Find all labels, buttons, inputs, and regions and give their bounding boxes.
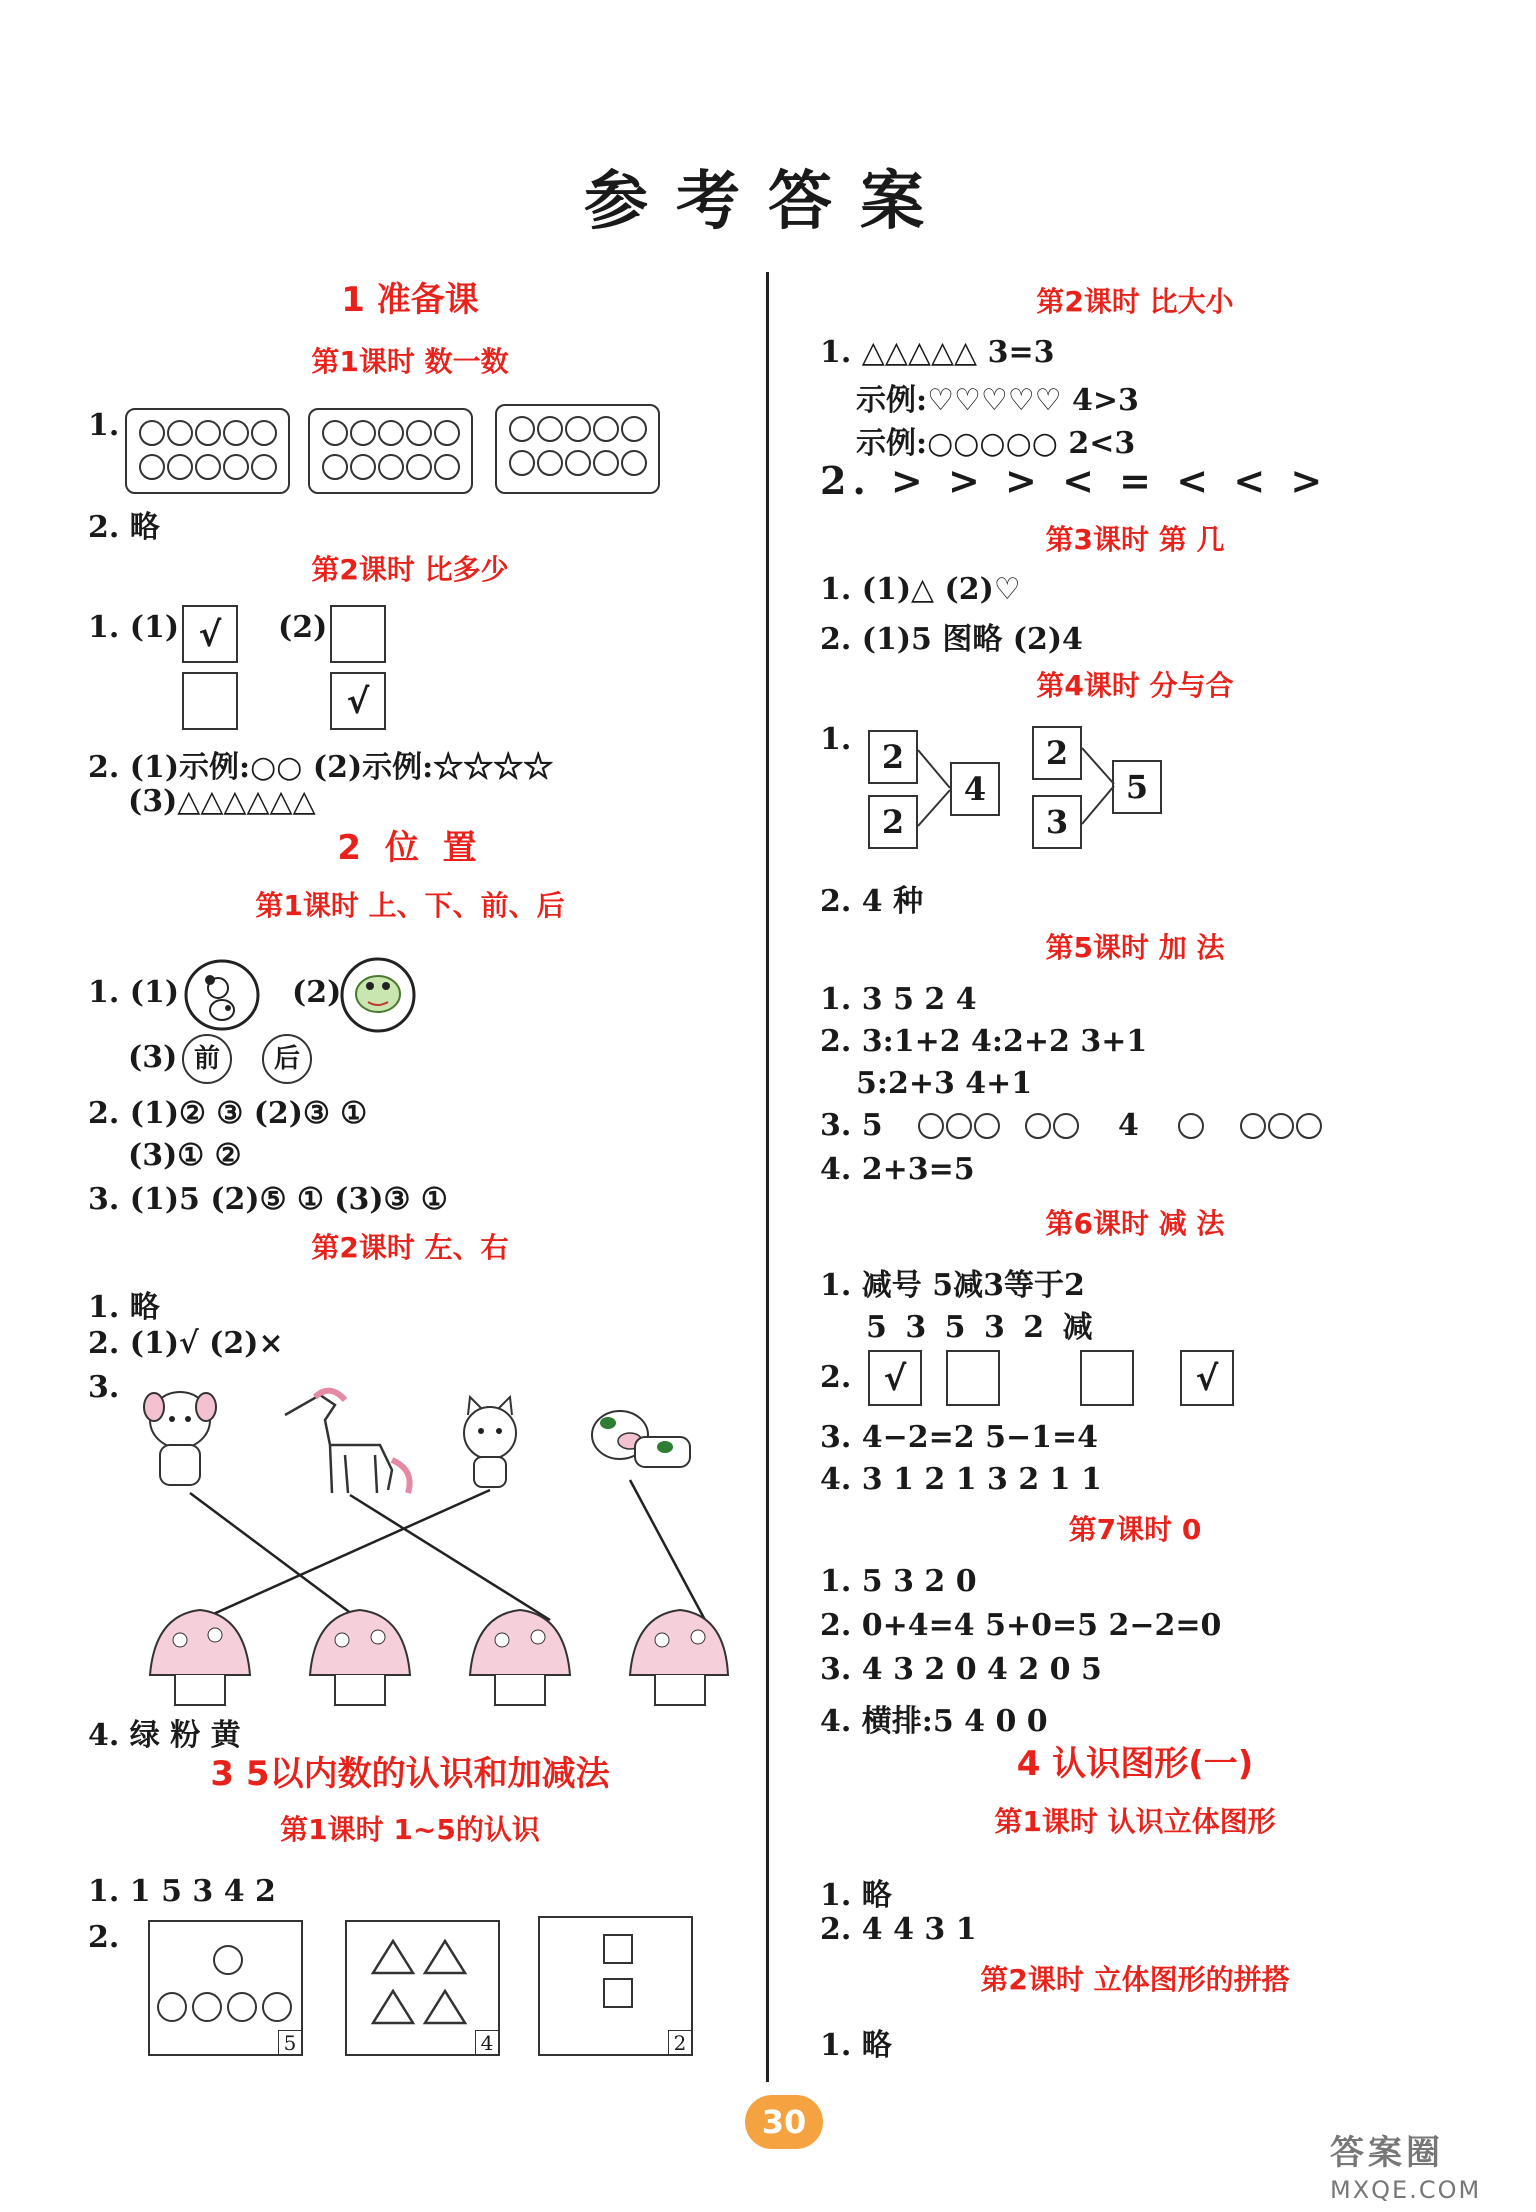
- circle-shape: [227, 1992, 257, 2022]
- circle-shape: [1240, 1113, 1266, 1139]
- circle-shape: [974, 1113, 1000, 1139]
- u3-l1-q2: 2.: [88, 1920, 120, 1955]
- dog-image: [144, 1392, 216, 1485]
- r-l6-q1-line1: 1. 减号 5减3等于2: [820, 1268, 1085, 1303]
- watermark-title: 答案圈: [1330, 2133, 1444, 2173]
- u3-l1-q1: 1. 1 5 3 4 2: [88, 1874, 276, 1909]
- u2-l2-q3: 3.: [88, 1370, 120, 1405]
- page-title: 参考答案: [584, 164, 952, 239]
- unit3-lesson1-heading: 第1课时 1~5的认识: [280, 1813, 540, 1846]
- u1-l1-q2: 2. 略: [88, 510, 160, 545]
- r-l2-q1-line2: 示例:♡♡♡♡♡ 4>3: [856, 383, 1139, 418]
- r-u4-l1-q2: 2. 4 4 3 1: [820, 1912, 977, 1947]
- circle-shape: [621, 416, 647, 442]
- circle-shape: [1178, 1113, 1204, 1139]
- u1-l2-q1-part2: (2): [278, 610, 328, 645]
- watermark-url: MXQE.COM: [1330, 2176, 1482, 2204]
- r-l6-q1-line2: 5 3 5 3 2 减: [866, 1310, 1097, 1345]
- circle-shape: [223, 454, 249, 480]
- circle-shape: [918, 1113, 944, 1139]
- r-l2-q2: 2. > > > < = < < >: [820, 458, 1329, 503]
- mushroom-image-1: [150, 1610, 250, 1705]
- u2-l2-q1: 1. 略: [88, 1290, 160, 1325]
- circle-shape: [322, 420, 348, 446]
- r-l2-q1-line1: 1. △△△△△ 3=3: [820, 335, 1055, 370]
- lesson-subtraction-heading: 第6课时 减 法: [1045, 1207, 1225, 1240]
- circle-shape: [1268, 1113, 1294, 1139]
- circle-shape: [537, 416, 563, 442]
- circle-shape: [195, 420, 221, 446]
- frog-circle-image: [338, 956, 418, 1034]
- u2-l1-q1-part1: 1. (1): [88, 975, 180, 1010]
- r-l4-q1: 1.: [820, 722, 852, 757]
- lesson-split-heading: 第4课时 分与合: [1036, 669, 1234, 702]
- circle-shape: [537, 450, 563, 476]
- unit-1-heading: 1 准备课: [341, 280, 479, 320]
- circle-shape: [593, 416, 619, 442]
- cat-image: [464, 1397, 516, 1487]
- back-circle: 后: [262, 1034, 312, 1084]
- horse-image: [285, 1391, 410, 1493]
- page-number-badge: 30: [745, 2095, 823, 2149]
- count-answer-box: 5: [278, 2030, 302, 2056]
- u2-l2-q2: 2. (1)√ (2)×: [88, 1326, 284, 1361]
- circle-shape: [406, 420, 432, 446]
- r-l7-q4: 4. 横排:5 4 0 0: [820, 1704, 1048, 1739]
- r-l5-q2-line2: 5:2+3 4+1: [856, 1066, 1033, 1101]
- column-divider: [766, 272, 769, 2082]
- circle-shape: [350, 420, 376, 446]
- circle-shape: [1025, 1113, 1051, 1139]
- check-box-empty: [330, 605, 386, 663]
- split-connector: [1080, 738, 1120, 838]
- r-l3-q2: 2. (1)5 图略 (2)4: [820, 622, 1083, 657]
- r-l5-q4: 4. 2+3=5: [820, 1152, 975, 1187]
- circle-shape: [192, 1992, 222, 2022]
- r-l5-q2-line1: 2. 3:1+2 4:2+2 3+1: [820, 1024, 1148, 1059]
- circle-shape: [621, 450, 647, 476]
- r-l6-q4: 4. 3 1 2 1 3 2 1 1: [820, 1462, 1102, 1497]
- check-box-checked: √: [182, 605, 238, 663]
- split-part-box: 2: [1032, 726, 1082, 780]
- circle-shape: [157, 1992, 187, 2022]
- r-l4-q2: 2. 4 种: [820, 884, 924, 919]
- check-box-checked: √: [330, 672, 386, 730]
- check-box-checked: √: [1180, 1350, 1234, 1406]
- animal-mushroom-matching-illustration: [130, 1375, 730, 1715]
- u2-l1-q2-line1: 2. (1)② ③ (2)③ ①: [88, 1096, 368, 1131]
- split-part-box: 3: [1032, 795, 1082, 849]
- watermark-logo: [1330, 2125, 1481, 2204]
- r-u4-l1-q1: 1. 略: [820, 1878, 892, 1913]
- unit2-lesson1-heading: 第1课时 上、下、前、后: [255, 889, 565, 922]
- triangle-group: [370, 1935, 480, 2035]
- u1-l2-q1-part1: 1. (1): [88, 610, 180, 645]
- split-total-box: 5: [1112, 760, 1162, 814]
- circle-shape: [1053, 1113, 1079, 1139]
- check-box-empty: [946, 1350, 1000, 1406]
- u2-l1-q1-part2: (2): [292, 975, 342, 1010]
- r-u4-l2-q1: 1. 略: [820, 2028, 892, 2063]
- circle-shape: [509, 416, 535, 442]
- count-answer-box: 2: [668, 2030, 692, 2056]
- r-l2-q1-line3: 示例:○○○○○ 2<3: [856, 426, 1136, 461]
- mushroom-image-4: [630, 1610, 728, 1705]
- unit-3-heading: 3 5以内数的认识和加减法: [210, 1754, 610, 1794]
- r-l6-q2: 2.: [820, 1360, 852, 1395]
- r-l7-q1: 1. 5 3 2 0: [820, 1564, 977, 1599]
- circle-shape: [434, 420, 460, 446]
- circle-shape: [565, 416, 591, 442]
- lesson-compare-heading: 第2课时 比大小: [1036, 285, 1234, 318]
- circle-shape: [322, 454, 348, 480]
- mushroom-image-3: [470, 1610, 570, 1705]
- unit-4-heading: 4 认识图形(一): [1016, 1744, 1254, 1784]
- split-total-box: 4: [950, 762, 1000, 816]
- r-l6-q3: 3. 4−2=2 5−1=4: [820, 1420, 1098, 1455]
- circle-shape: [139, 454, 165, 480]
- square-shape: [603, 1934, 633, 1964]
- unit2-lesson2-heading: 第2课时 左、右: [311, 1231, 509, 1264]
- circle-shape: [565, 450, 591, 476]
- circle-shape: [167, 454, 193, 480]
- circle-shape: [1296, 1113, 1322, 1139]
- circle-shape: [434, 454, 460, 480]
- square-shape: [603, 1978, 633, 2008]
- circle-shape: [378, 454, 404, 480]
- unit1-lesson1-heading: 第1课时 数一数: [311, 345, 509, 378]
- unit-2-heading: 2 位 置: [337, 828, 483, 868]
- mushroom-image-2: [310, 1610, 410, 1705]
- circle-shape: [593, 450, 619, 476]
- cow-image: [592, 1411, 690, 1467]
- front-circle: 前: [182, 1034, 232, 1084]
- u1-l2-q2-line1: 2. (1)示例:○○ (2)示例:☆☆☆☆: [88, 750, 554, 785]
- u1-l2-q2-line2: (3)△△△△△△: [128, 784, 316, 819]
- u2-l1-q3: 3. (1)5 (2)⑤ ① (3)③ ①: [88, 1182, 448, 1217]
- circle-shape: [213, 1945, 243, 1975]
- check-box-empty: [182, 672, 238, 730]
- u2-l1-q1-part3: (3): [128, 1040, 178, 1075]
- r-l5-q1: 1. 3 5 2 4: [820, 982, 977, 1017]
- u2-l1-q2-line2: (3)① ②: [128, 1138, 242, 1173]
- split-connector: [916, 740, 956, 840]
- r-l5-q3-label: 3. 5: [820, 1108, 883, 1143]
- unit4-lesson1-heading: 第1课时 认识立体图形: [994, 1805, 1276, 1838]
- check-box-checked: √: [868, 1350, 922, 1406]
- split-part-box: 2: [868, 795, 918, 849]
- r-l7-q3: 3. 4 3 2 0 4 2 0 5: [820, 1652, 1102, 1687]
- r-l7-q2: 2. 0+4=4 5+0=5 2−2=0: [820, 1608, 1222, 1643]
- circle-shape: [378, 420, 404, 446]
- unit1-lesson2-heading: 第2课时 比多少: [311, 553, 509, 586]
- circle-shape: [350, 454, 376, 480]
- u1-l1-q1: 1.: [88, 408, 120, 443]
- circle-shape: [251, 454, 277, 480]
- lesson-addition-heading: 第5课时 加 法: [1045, 931, 1225, 964]
- r-l5-q3-four: 4: [1118, 1108, 1139, 1143]
- circle-shape: [167, 420, 193, 446]
- circle-shape: [251, 420, 277, 446]
- circle-shape: [223, 420, 249, 446]
- unit4-lesson2-heading: 第2课时 立体图形的拼搭: [980, 1963, 1290, 1996]
- circle-shape: [946, 1113, 972, 1139]
- lesson-ordinal-heading: 第3课时 第 几: [1045, 523, 1225, 556]
- circle-shape: [262, 1992, 292, 2022]
- circle-shape: [509, 450, 535, 476]
- u2-l2-q4: 4. 绿 粉 黄: [88, 1718, 241, 1753]
- split-part-box: 2: [868, 730, 918, 784]
- circle-shape: [195, 454, 221, 480]
- lesson-zero-heading: 第7课时 0: [1068, 1513, 1202, 1546]
- dog-circle-image: [182, 958, 262, 1033]
- circle-shape: [406, 454, 432, 480]
- circle-shape: [139, 420, 165, 446]
- check-box-empty: [1080, 1350, 1134, 1406]
- r-l3-q1: 1. (1)△ (2)♡: [820, 572, 1021, 607]
- count-answer-box: 4: [475, 2030, 499, 2056]
